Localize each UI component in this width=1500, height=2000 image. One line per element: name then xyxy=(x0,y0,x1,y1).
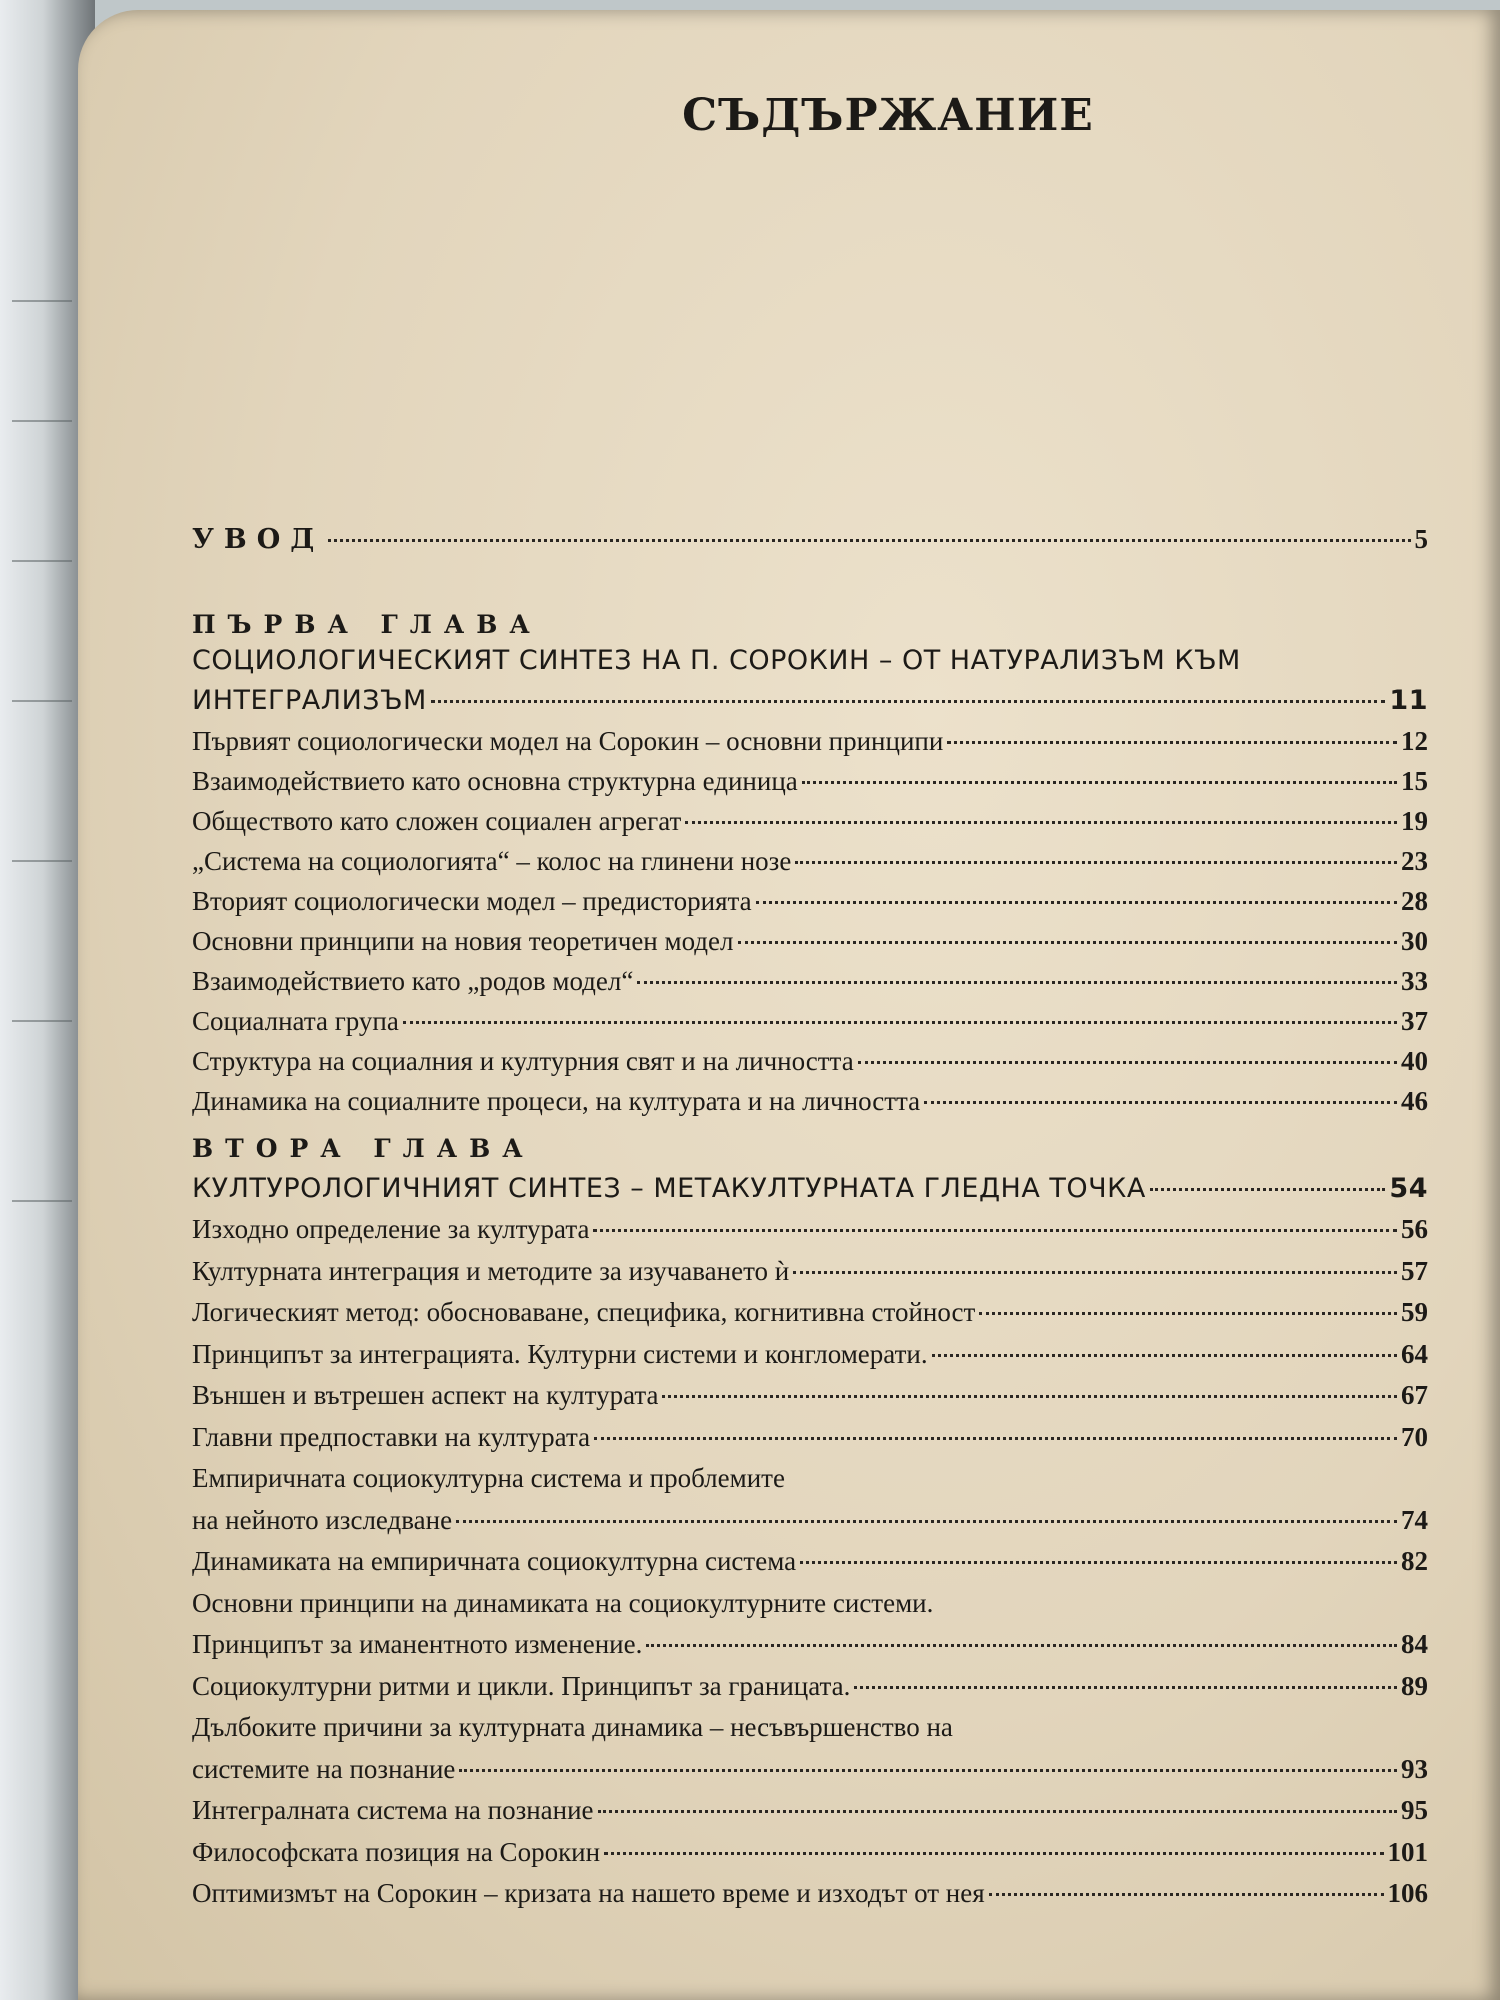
dot-leader xyxy=(793,1271,1397,1274)
toc-entry-page: 11 xyxy=(1389,685,1428,716)
toc-entry-page: 37 xyxy=(1401,1006,1428,1036)
toc-entry-page: 33 xyxy=(1401,966,1428,996)
toc-entry xyxy=(192,1710,1428,1744)
toc-entry-page: 28 xyxy=(1401,886,1428,916)
dot-leader xyxy=(738,941,1397,944)
page-title: СЪДЪРЖАНИЕ xyxy=(682,90,1094,141)
toc-entry-page: 19 xyxy=(1401,806,1428,836)
toc-entry-label: Първият социологически модел на Сорокин – основни принципи xyxy=(192,726,944,756)
dot-leader xyxy=(932,1354,1397,1357)
toc-entry-page: 15 xyxy=(1401,766,1428,796)
toc-entry-page: 84 xyxy=(1401,1629,1428,1659)
toc-entry-page: 54 xyxy=(1389,1173,1428,1204)
dot-leader xyxy=(989,1893,1384,1896)
toc-entry-label: системите на познание xyxy=(192,1753,456,1784)
toc-entry-page: 95 xyxy=(1401,1795,1428,1825)
toc-entry xyxy=(192,1004,1428,1038)
toc-entry-label: Социокултурни ритми и цикли. Принципът за границата. xyxy=(192,1670,851,1701)
toc-entry-page: 30 xyxy=(1401,926,1428,956)
toc-entry-page: 46 xyxy=(1401,1086,1428,1116)
toc-entry xyxy=(192,764,1428,798)
dot-leader xyxy=(979,1312,1397,1315)
toc-entry-page: 5 xyxy=(1414,524,1428,554)
toc-entry xyxy=(192,1752,1428,1786)
toc-entry xyxy=(192,1295,1428,1329)
toc-entry xyxy=(192,724,1428,758)
toc-entry-label: на нейното изследване xyxy=(192,1504,453,1535)
toc-entry xyxy=(192,844,1428,878)
dot-leader xyxy=(802,781,1397,784)
toc-entry-label: Динамиката на емпиричната социокултурна система xyxy=(192,1546,797,1576)
chapter2-title xyxy=(192,1172,1428,1206)
toc-entry-label: Социалната група xyxy=(192,1006,399,1036)
toc-entry xyxy=(192,1835,1428,1869)
toc-entry xyxy=(192,1461,1428,1495)
dot-leader xyxy=(646,1644,1397,1647)
toc-entry-label: Принципът за интеграцията. Културни системи и конгломерати. xyxy=(192,1338,928,1369)
toc-entry-label: Структура на социалния и културния свят и на личността xyxy=(192,1046,854,1076)
dot-leader xyxy=(947,741,1397,744)
toc-entry xyxy=(192,1876,1428,1910)
dot-leader xyxy=(598,1810,1397,1813)
toc-entry-label: Основни принципи на новия теоретичен модел xyxy=(192,926,734,956)
dot-leader xyxy=(795,861,1397,864)
dot-leader xyxy=(662,1395,1397,1398)
dot-leader xyxy=(593,1229,1397,1232)
toc-entry-page: 23 xyxy=(1401,846,1428,876)
toc-entry-label: Принципът за иманентното изменение. xyxy=(192,1629,643,1659)
toc-entry-page: 106 xyxy=(1387,1878,1428,1908)
dot-leader xyxy=(685,821,1397,824)
dot-leader xyxy=(924,1101,1397,1104)
toc-entry-label: Главни предпоставки на културата xyxy=(192,1421,591,1452)
toc-entry-page: 12 xyxy=(1401,726,1428,756)
toc-entry-label: Динамика на социалните процеси, на културата и на личността xyxy=(192,1086,921,1116)
dot-leader xyxy=(854,1686,1397,1689)
dot-leader xyxy=(431,700,1386,703)
toc-entry-page: 101 xyxy=(1387,1836,1428,1867)
chapter1-title-line2 xyxy=(192,684,1428,718)
dot-leader xyxy=(403,1021,1397,1024)
dot-leader xyxy=(456,1520,1397,1523)
toc-entry-label: УВОД xyxy=(192,524,325,555)
toc-entry-label: Основни принципи на динамиката на социокултурните системи. xyxy=(192,1587,934,1618)
toc-entry-label: Емпиричната социокултурна система и проблемите xyxy=(192,1463,785,1493)
dot-leader xyxy=(858,1061,1397,1064)
dot-leader xyxy=(800,1561,1397,1564)
toc-entry-page: 64 xyxy=(1401,1338,1428,1369)
dot-leader xyxy=(637,981,1397,984)
toc-entry xyxy=(192,964,1428,998)
toc-entry xyxy=(192,1793,1428,1827)
toc-entry xyxy=(192,884,1428,918)
toc-entry-page: 70 xyxy=(1401,1421,1428,1452)
toc-entry-label: Взаимодействието като „родов модел“ xyxy=(192,966,634,996)
toc-entry-page: 40 xyxy=(1401,1046,1428,1076)
dot-leader xyxy=(328,539,1410,542)
toc-entry xyxy=(192,804,1428,838)
chapter1-heading: ПЪРВА ГЛАВА xyxy=(192,610,542,639)
toc-entry-label: Дълбоките причини за културната динамика – несъвършенство на xyxy=(192,1712,953,1742)
toc-entry-page: 82 xyxy=(1401,1546,1428,1576)
toc-entry-label: КУЛТУРОЛОГИЧНИЯТ СИНТЕЗ – МЕТАКУЛТУРНАТА ГЛЕДНА ТОЧКА xyxy=(192,1173,1146,1204)
toc-entry xyxy=(192,1420,1428,1454)
toc-entry xyxy=(192,924,1428,958)
toc-entry-label: Интегралната система на познание xyxy=(192,1795,594,1825)
toc-entry-label: Философската позиция на Сорокин xyxy=(192,1836,601,1867)
toc-entry-label: Оптимизмът на Сорокин – кризата на нашето време и изходът от нея xyxy=(192,1878,985,1908)
chapter2-heading: ВТОРА ГЛАВА xyxy=(192,1134,535,1163)
toc-entry-label: ИНТЕГРАЛИЗЪМ xyxy=(192,685,427,716)
toc-entry-label: Вторият социологически модел – предисторията xyxy=(192,886,752,916)
toc-entry-label: Културната интеграция и методите за изучаването ѝ xyxy=(192,1255,790,1286)
dot-leader xyxy=(594,1437,1397,1440)
toc-entry-label: Взаимодействието като основна структурна единица xyxy=(192,766,798,796)
toc-entry-page: 89 xyxy=(1401,1670,1428,1701)
dot-leader xyxy=(1150,1188,1386,1191)
toc-entry xyxy=(192,1084,1428,1118)
chapter1-title-line1: СОЦИОЛОГИЧЕСКИЯТ СИНТЕЗ НА П. СОРОКИН – ОТ НАТУРАЛИЗЪМ КЪМ xyxy=(192,645,1241,676)
toc-entry-page: 56 xyxy=(1401,1214,1428,1244)
toc-entry-page: 57 xyxy=(1401,1255,1428,1286)
toc-entry xyxy=(192,1627,1428,1661)
toc-entry-label: Изходно определение за културата xyxy=(192,1214,590,1244)
dot-leader xyxy=(604,1852,1383,1855)
toc-entry-page: 59 xyxy=(1401,1297,1428,1327)
toc-entry-label: Логическият метод: обосноваване, специфика, когнитивна стойност xyxy=(192,1297,976,1327)
toc-entry xyxy=(192,1669,1428,1703)
toc-entry xyxy=(192,1254,1428,1288)
toc-entry xyxy=(192,1586,1428,1620)
toc-entry xyxy=(192,1212,1428,1246)
toc-entry xyxy=(192,1378,1428,1412)
toc-entry-page: 67 xyxy=(1401,1380,1428,1410)
book-page xyxy=(78,10,1500,2000)
toc-entry xyxy=(192,1044,1428,1078)
toc-entry xyxy=(192,1337,1428,1371)
toc-entry xyxy=(192,1503,1428,1537)
toc-entry-label: Обществото като сложен социален агрегат xyxy=(192,806,682,836)
toc-entry-page: 93 xyxy=(1401,1753,1428,1784)
dot-leader xyxy=(459,1769,1397,1772)
toc-entry xyxy=(192,1544,1428,1578)
toc-entry-label: „Система на социологията“ – колос на глинени нозе xyxy=(192,846,792,876)
toc-entry-intro xyxy=(192,522,1428,557)
toc-entry-label: Външен и вътрешен аспект на културата xyxy=(192,1380,659,1410)
dot-leader xyxy=(756,901,1397,904)
toc-entry-page: 74 xyxy=(1401,1504,1428,1535)
